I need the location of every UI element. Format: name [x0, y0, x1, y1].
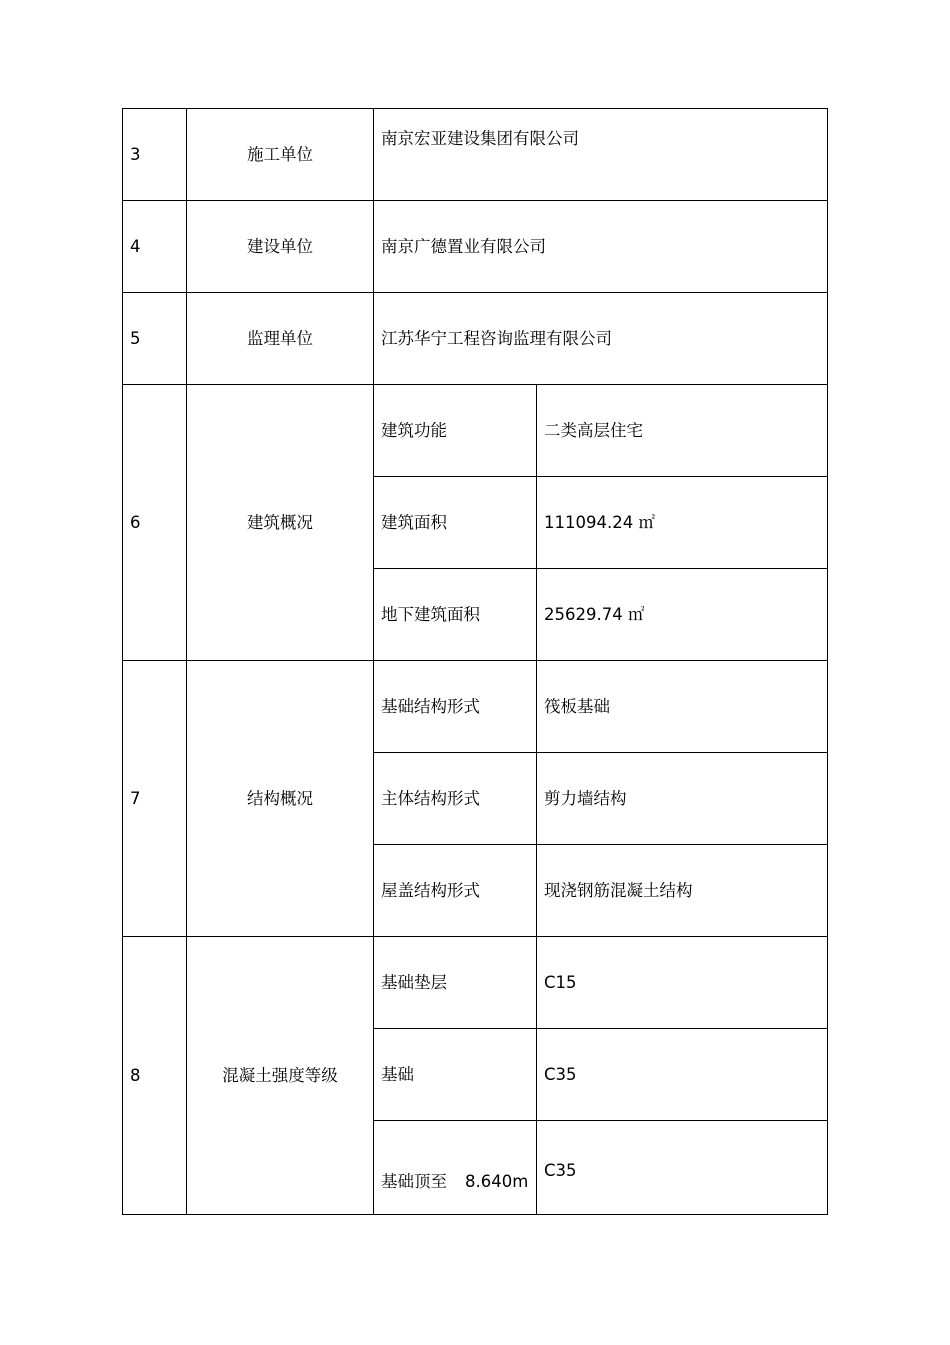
sub-label	[374, 1121, 537, 1215]
row-label: 结构概况	[187, 661, 374, 937]
sub-value: 剪力墙结构	[537, 753, 828, 845]
table-row	[123, 937, 828, 1029]
row-number: 5	[123, 293, 187, 385]
sub-value: 111094.24 ㎡	[537, 477, 828, 569]
table-row	[123, 661, 828, 753]
row-number: 3	[123, 109, 187, 201]
sub-label: 主体结构形式	[374, 753, 537, 845]
sub-label-extra: 8.640m	[465, 1172, 529, 1192]
row-number: 8	[123, 937, 187, 1215]
row-value: 南京宏亚建设集团有限公司	[374, 109, 828, 201]
sub-value: 二类高层住宅	[537, 385, 828, 477]
sub-value: 25629.74 ㎡	[537, 569, 828, 661]
row-label: 建设单位	[187, 201, 374, 293]
sub-label: 地下建筑面积	[374, 569, 537, 661]
sub-label: 建筑功能	[374, 385, 537, 477]
row-number: 6	[123, 385, 187, 661]
table-row	[123, 293, 828, 385]
sub-label: 基础垫层	[374, 937, 537, 1029]
row-label: 施工单位	[187, 109, 374, 201]
row-label: 混凝土强度等级	[187, 937, 374, 1215]
row-value: 江苏华宁工程咨询监理有限公司	[374, 293, 828, 385]
table-row	[123, 385, 828, 477]
table-row	[123, 109, 828, 201]
table-row	[123, 201, 828, 293]
sub-label: 屋盖结构形式	[374, 845, 537, 937]
sub-value: C35	[537, 1121, 828, 1215]
sub-label: 基础结构形式	[374, 661, 537, 753]
row-value: 南京广德置业有限公司	[374, 201, 828, 293]
sub-value: 现浇钢筋混凝土结构	[537, 845, 828, 937]
row-label: 监理单位	[187, 293, 374, 385]
sub-label-text: 基础顶至	[381, 1172, 447, 1192]
sub-value: 筏板基础	[537, 661, 828, 753]
row-label: 建筑概况	[187, 385, 374, 661]
row-number: 4	[123, 201, 187, 293]
project-info-table	[122, 108, 828, 1215]
sub-label: 基础	[374, 1029, 537, 1121]
sub-value: C15	[537, 937, 828, 1029]
row-number: 7	[123, 661, 187, 937]
sub-value: C35	[537, 1029, 828, 1121]
sub-label: 建筑面积	[374, 477, 537, 569]
